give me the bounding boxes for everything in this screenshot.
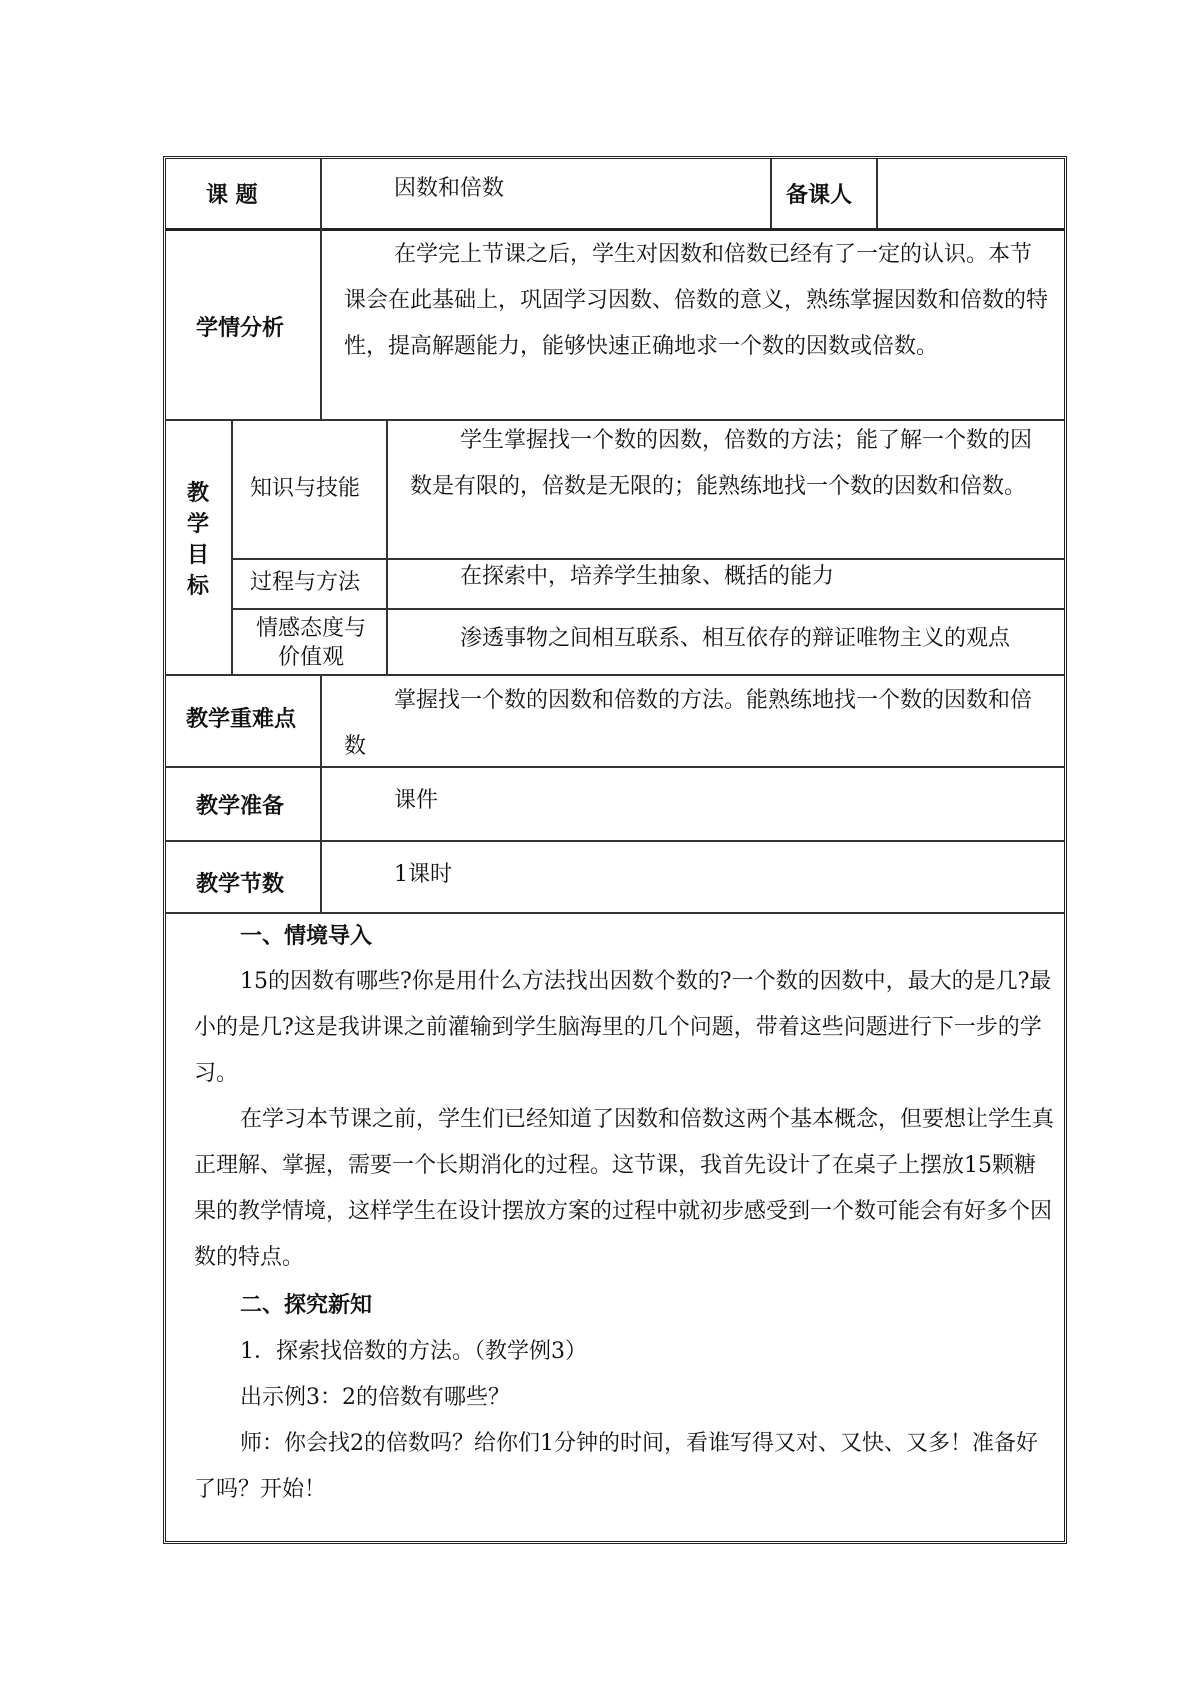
preparer-label: 备课人 xyxy=(786,183,853,208)
example-prompt: 出示例3：2的倍数有哪些？ xyxy=(240,1385,510,1410)
goals-label: 教 学 目 标 xyxy=(186,481,209,599)
section1-paragraph-1: 15的因数有哪些?你是用什么方法找出因数个数的?一个数的因数中，最大的是几?最小的是几?这是我讲课之前灌输到学生脑海里的几个问题，带着这些问题进行下一步的学习。 xyxy=(194,969,1052,1086)
divider-header xyxy=(166,228,1064,231)
keypoints-label: 教学重难点 xyxy=(186,707,297,732)
section1-title: 一、情境导入 xyxy=(240,924,373,949)
preparation-text: 课件 xyxy=(394,788,439,813)
col-divider-bottom xyxy=(320,674,322,912)
analysis-text: 在学完上节课之后，学生对因数和倍数已经有了一定的认识。本节课会在此基础上，巩固学习因数、倍数的意义，熟练掌握因数和倍数的特性，提高解题能力，能够快速正确地求一个数的因数或倍数。 xyxy=(344,242,1049,359)
goal-attitude-label: 情感态度与 价值观 xyxy=(255,616,366,670)
goal-process-text: 在探索中，培养学生抽象、概括的能力 xyxy=(460,564,835,589)
goal-attitude-text: 渗透事物之间相互联系、相互依存的辩证唯物主义的观点 xyxy=(460,626,1011,651)
goal-process-label: 过程与方法 xyxy=(250,570,361,595)
divider-goal-2 xyxy=(232,608,1064,610)
divider-goals xyxy=(166,674,1064,676)
section2-title: 二、探究新知 xyxy=(240,1293,373,1318)
goal-knowledge-label: 知识与技能 xyxy=(250,476,361,501)
col-divider-top xyxy=(320,159,322,419)
topic-label: 课 题 xyxy=(206,183,258,208)
analysis-label: 学情分析 xyxy=(196,316,285,341)
col-divider-goal-sub xyxy=(386,419,388,674)
preparation-label: 教学准备 xyxy=(196,794,285,819)
explore-item-1: 1．探索找倍数的方法。（教学例3） xyxy=(240,1339,587,1364)
col-divider-preparer-1 xyxy=(770,159,772,228)
periods-label: 教学节数 xyxy=(196,872,285,897)
periods-text: 1课时 xyxy=(394,862,452,887)
divider-preparation xyxy=(166,840,1064,842)
col-divider-preparer-2 xyxy=(876,159,878,228)
goal-knowledge-text: 学生掌握找一个数的因数，倍数的方法；能了解一个数的因数是有限的，倍数是无限的；能熟练地找一个数的因数和倍数。 xyxy=(410,428,1033,499)
col-divider-goals xyxy=(231,419,233,674)
section1-paragraph-2: 在学习本节课之前，学生们已经知道了因数和倍数这两个基本概念，但要想让学生真正理解、掌握，需要一个长期消化的过程。这节课，我首先设计了在桌子上摆放15颗糖果的教学情境，这样学生在设计摆放方案的过程中就初步感受到一个数可能会有好多个因数的特点。 xyxy=(194,1107,1055,1270)
keypoints-text: 掌握找一个数的因数和倍数的方法。能熟练地找一个数的因数和倍数 xyxy=(344,688,1033,759)
teacher-prompt: 师：你会找2的倍数吗？给你们1分钟的时间，看谁写得又对、又快、又多！准备好了吗？开始！ xyxy=(194,1431,1038,1502)
topic-value: 因数和倍数 xyxy=(394,176,505,201)
